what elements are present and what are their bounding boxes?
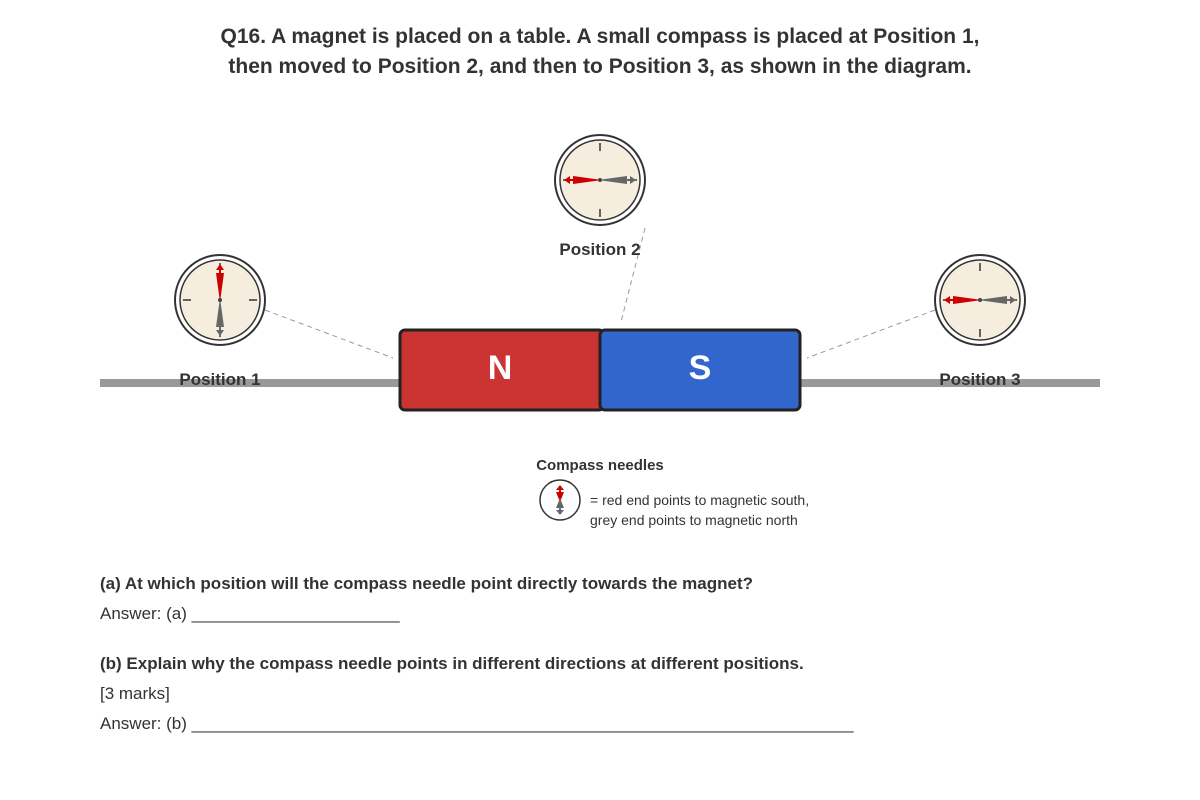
question-b-marks: [3 marks] — [100, 684, 170, 703]
compass-position-3 — [935, 255, 1025, 345]
question-b-text: (b) Explain why the compass needle points in different directions at different positions. — [100, 654, 804, 673]
connector-line-1 — [265, 310, 393, 358]
magnet-south-label: S — [688, 349, 712, 387]
legend-compass-icon — [540, 480, 580, 520]
position-3-label: Position 3 — [939, 370, 1021, 389]
legend — [536, 457, 809, 528]
legend-line-1: = red end points to magnetic south, — [590, 492, 810, 508]
title-line-1: Q16. A magnet is placed on a table. A small compass is placed at Position 1, — [220, 25, 980, 48]
connector-line-3 — [807, 310, 935, 358]
legend-title: Compass needles — [536, 457, 664, 474]
title-line-2: then moved to Position 2, and then to Position 3, as shown in the diagram. — [228, 55, 972, 78]
compass-position-2 — [555, 135, 645, 225]
answer-a-line[interactable]: Answer: (a) ______________________ — [100, 604, 400, 623]
legend-line-2: grey end points to magnetic north — [590, 512, 798, 528]
bar-magnet — [400, 330, 800, 410]
position-1-label: Position 1 — [179, 370, 261, 389]
magnet-north-label: N — [487, 349, 513, 387]
answer-b-line[interactable]: Answer: (b) ______________________________________________________________________ — [100, 714, 854, 733]
question-a-text: (a) At which position will the compass needle point directly towards the magnet? — [100, 574, 754, 593]
compass-position-1 — [175, 255, 265, 345]
position-2-label: Position 2 — [559, 240, 641, 259]
